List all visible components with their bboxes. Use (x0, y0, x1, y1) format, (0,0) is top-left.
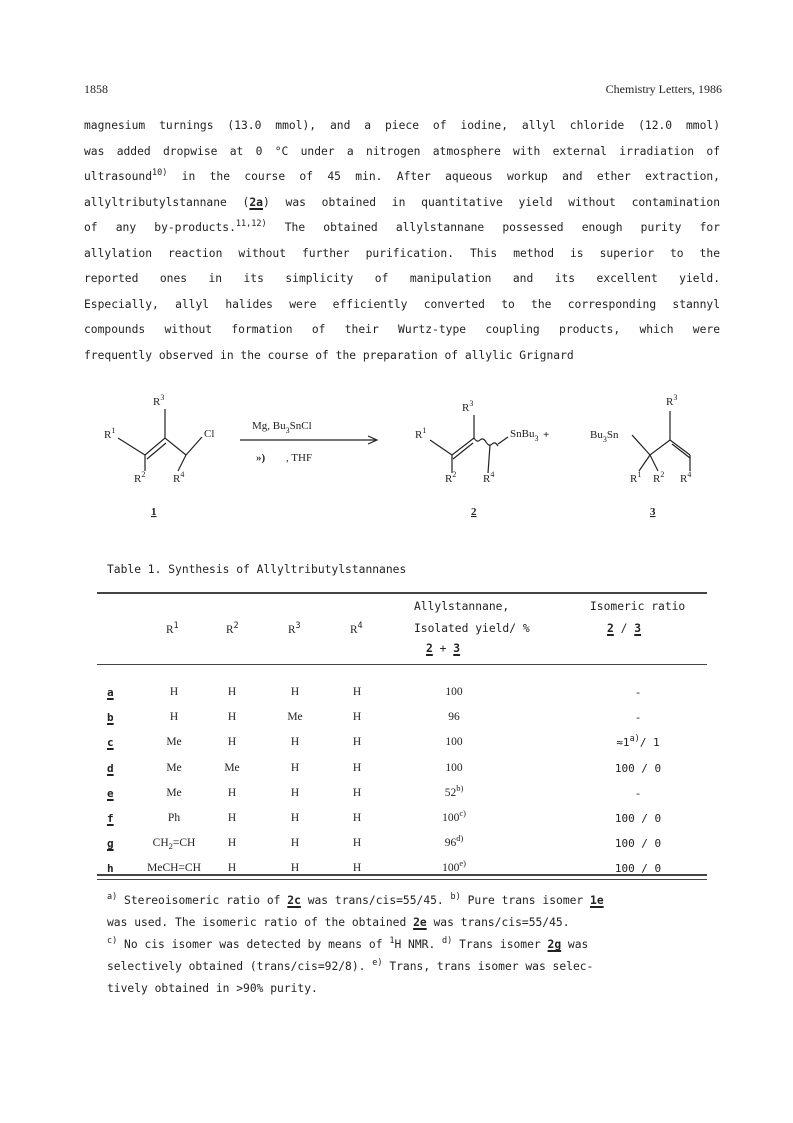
cell-ratio: 100 / 0 (614, 761, 662, 775)
double-bond (453, 443, 473, 459)
header-r4: $R^4$ (350, 621, 363, 636)
table-bottom-rule-2 (97, 879, 707, 880)
footnote-line: tively obtained in >90% purity. (107, 982, 318, 995)
cell-r4: H (352, 837, 362, 850)
cell-r1: MeCH=CH (147, 862, 201, 875)
cell-r2: H (227, 862, 237, 875)
compound-label-2: 2 (471, 506, 477, 518)
conditions-label: , THF (286, 452, 313, 464)
body-paragraph (84, 113, 720, 368)
body-line: magnesium turnings (13.0 mmol), and a piece of iodine, allyl chloride (12.0 mmol) (84, 119, 720, 132)
text: of any by-products. (84, 221, 236, 234)
table-bottom-rule (97, 874, 707, 876)
table-header-rule (97, 664, 707, 665)
cell-r1: $CH_2=CH$ (152, 837, 196, 852)
header-ratio-line1: Isomeric ratio (590, 600, 686, 613)
r3-label: $R^3$ (462, 399, 474, 414)
text: The obtained allylstannane possessed enough purity for (266, 221, 720, 234)
header-yield-line1: Allylstannane, (414, 600, 510, 613)
text: ultrasound (84, 170, 153, 183)
body-line (84, 190, 720, 216)
cell-yield: 100$^{e)}$ (442, 858, 466, 875)
text: in the course of 45 min. After aqueous workup and ether extraction, (167, 170, 720, 183)
text: allyltributylstannane ( (84, 195, 250, 209)
cell-r4: H (352, 711, 362, 724)
cell-r2: Me (224, 761, 240, 774)
body-line: Especially, allyl halides were efficiently converted to the corresponding stannyl (84, 297, 720, 311)
header-ratio-line2: 2 / 3 (607, 622, 642, 635)
cell-ratio: - (634, 711, 642, 725)
cell-r4: H (352, 862, 362, 875)
table-caption: Table 1. Synthesis of Allyltributylstannanes (107, 563, 407, 576)
cell-r2: H (227, 837, 237, 850)
cell-r4: H (352, 686, 362, 698)
plus-sign: + (543, 429, 550, 441)
compound-label-3: 3 (650, 506, 656, 518)
reference-sup: 11,12) (235, 219, 267, 229)
row-id: h (107, 862, 114, 876)
cell-yield: 100 (445, 761, 463, 774)
bu3sn-label: $Bu_3Sn$ (590, 429, 619, 444)
cell-r1: Ph (167, 812, 181, 824)
bond (178, 455, 186, 471)
footnote-line: was used. The isomeric ratio of the obtained 2e was trans/cis=55/45. (107, 916, 570, 929)
cell-yield: 96 (448, 711, 460, 724)
body-line: was added dropwise at 0 °C under a nitrogen atmosphere with external irradiation of (84, 144, 720, 158)
header-r2: $R^2$ (226, 621, 239, 636)
cell-r2: H (227, 686, 237, 698)
header-r1: $R^1$ (166, 621, 179, 636)
r3-label: $R^3$ (666, 393, 678, 408)
r4-label: $R^4$ (173, 470, 185, 485)
cell-ratio: 100 / 0 (614, 812, 662, 825)
cell-r4: H (352, 761, 362, 774)
cell-r3: Me (287, 711, 303, 724)
body-line: compounds without formation of their Wurtz-type coupling products, which were (84, 323, 720, 336)
r4-label: $R^4$ (680, 470, 692, 485)
r3-label: $R^3$ (153, 393, 165, 408)
reactant-bonds (118, 438, 186, 455)
compound-label-1: 1 (151, 506, 157, 518)
cell-r4: H (352, 736, 362, 749)
cell-r1: H (169, 686, 179, 698)
chloride-label: Cl (204, 428, 215, 440)
table-top-rule (97, 592, 707, 594)
r4-label: $R^4$ (483, 470, 495, 485)
cell-ratio: 100 / 0 (614, 837, 662, 851)
bond (488, 445, 490, 473)
compound-ref: 2a (249, 195, 263, 209)
body-line (84, 164, 720, 190)
product-bonds (430, 438, 474, 455)
cell-ratio: 100 / 0 (614, 862, 662, 876)
cell-r3: H (290, 761, 300, 774)
bond (650, 455, 658, 471)
page-number: 1858 (84, 82, 108, 96)
cell-yield: 100$^{c)}$ (442, 808, 466, 824)
header-r3: $R^3$ (288, 621, 301, 636)
r1-label: $R^1$ (415, 426, 427, 441)
body-line: allylation reaction without further purification. This method is superior to the (84, 246, 720, 260)
row-id: b (107, 711, 114, 725)
cell-yield: 100 (445, 736, 463, 749)
footnote-line: selectively obtained (trans/cis=92/8). $^{e)}$ Trans, trans isomer was selec- (107, 958, 594, 973)
text: ) was obtained in quantitative yield without contamination (262, 195, 720, 209)
row-id: a (107, 686, 114, 699)
reaction-scheme (90, 385, 730, 525)
table-footnotes (107, 890, 667, 1000)
cell-r2: H (227, 786, 237, 799)
footnote-line: $^{a)}$ Stereoisomeric ratio of 2c was trans/cis=55/45. $^{b)}$ Pure trans isomer 1e (107, 892, 604, 907)
cell-r1: H (169, 711, 179, 724)
row-id: e (107, 786, 114, 800)
stannyl-label: SnBu$_3$ (510, 428, 539, 443)
cell-ratio: $\approx 1^{a)}/$ 1 (616, 734, 660, 750)
cell-r2: H (227, 812, 237, 824)
bond (639, 455, 650, 471)
cell-r3: H (290, 862, 300, 875)
cell-r1: Me (166, 736, 182, 749)
wavy-bond (474, 438, 498, 446)
double-bond (672, 444, 690, 458)
journal-header: Chemistry Letters, 1986 (605, 82, 722, 96)
bond (186, 437, 202, 455)
header-yield-line2: Isolated yield/ % (414, 622, 530, 635)
footnote-line: $^{c)}$ No cis isomer was detected by means of $^1$H NMR. $^{d)}$ Trans isomer 2g was (107, 936, 589, 951)
body-line (84, 215, 720, 241)
reference-sup: 10) (152, 168, 168, 178)
r2-label: $R^2$ (445, 470, 457, 485)
cell-yield: 100 (445, 686, 463, 698)
cell-r2: H (227, 711, 237, 724)
cell-yield: 96$^{d)}$ (444, 833, 464, 850)
body-line: frequently observed in the course of the preparation of allylic Grignard (84, 348, 574, 362)
cell-r3: H (290, 736, 300, 749)
ultrasound-icon: ») (256, 452, 266, 464)
product3-bonds (632, 435, 690, 455)
cell-r3: H (290, 812, 300, 824)
row-id: f (107, 812, 114, 825)
cell-r3: H (290, 686, 300, 698)
bond (498, 437, 508, 444)
r1-label: $R^1$ (104, 426, 116, 441)
cell-r2: H (227, 736, 237, 749)
cell-r4: H (352, 786, 362, 799)
cell-r1: Me (166, 786, 182, 799)
header-yield-line3: 2 + 3 (426, 642, 461, 655)
row-id: g (107, 837, 114, 851)
r2-label: $R^2$ (653, 470, 665, 485)
r2-label: $R^2$ (134, 470, 146, 485)
row-id: d (107, 761, 114, 775)
row-id: c (107, 736, 114, 750)
cell-ratio: - (634, 686, 642, 699)
cell-r4: H (352, 812, 362, 824)
cell-yield: 52$^{b)}$ (444, 782, 464, 799)
body-line: reported ones in its simplicity of manipulation and its excellent yield. (84, 272, 720, 285)
reagent-label: Mg, $Bu_3SnCl$ (252, 420, 312, 435)
cell-r1: Me (166, 761, 182, 774)
r1-label: $R^1$ (630, 470, 642, 485)
cell-ratio: - (634, 786, 642, 800)
cell-r3: H (290, 837, 300, 850)
cell-r3: H (290, 786, 300, 799)
